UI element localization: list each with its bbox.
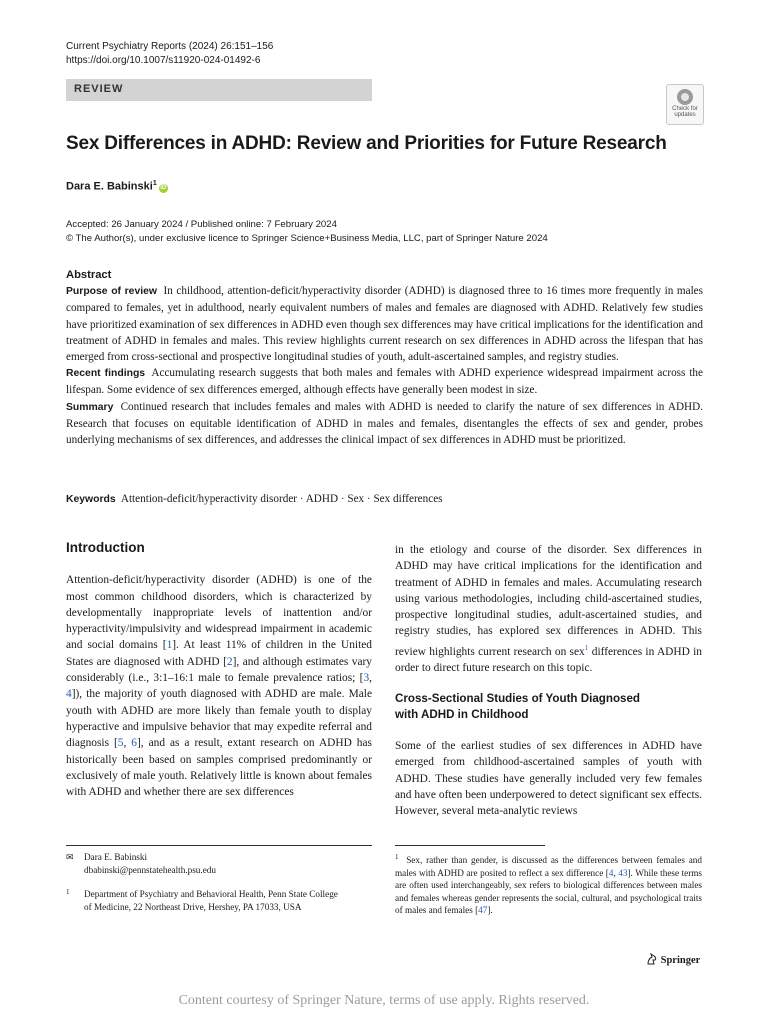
sex-footnote: $^1$ Sex, rather than gender, is discussed as the differences between females and males with ADHD are posited to reflect a sex difference [4, 43]. While these terms are often used interchangeably, sex refers to biological differences between males and females whereas gender represents the social, cultural, and psychological traits of males and females [47]. — [395, 853, 702, 916]
intro-paragraph: Attention-deficit/hyperactivity disorder (ADHD) is one of the most common childhood disorders, which is characterized by developmentally inappropriate levels of inattention and/or hyperactivity/impulsivity and widespread impairment in academic and social domains [1]. At least 11% of children in the United States are diagnosed with ADHD [2], and although estimates vary considerably (i.e., 3:1–16:1 male to female prevalence ratios; [3, 4]), the majority of youth diagnosed with ADHD are male. Male youth with ADHD are more likely than female youth to display hyperactive and impulsive behavior that may expedite referral and diagnosis [5, 6], and as a result, extant research on ADHD has historically been based on samples comprised predominantly or exclusively of male youth. Relatively little is known about females with ADHD and whether there are sex differences — [66, 574, 373, 799]
abstract-purpose — [66, 283, 703, 365]
cross-sectional-paragraph: Some of the earliest studies of sex differences in ADHD have emerged from childhood-ascertained samples of youth with ADHD. These studies have generally included very few females and have often been underpowered to detect significant sex effects. However, several meta-analytic reviews — [395, 740, 702, 818]
footnote-number: 1 — [395, 853, 399, 861]
findings-text: Accumulating research suggests that both males and females with ADHD experience widespread impairment across the lifespan. Some evidence of sex differences emerged, although effects have generally been modest in size. — [66, 367, 703, 397]
purpose-text: In childhood, attention-deficit/hyperactivity disorder (ADHD) is diagnosed three to 16 times more frequently in males compared to females, yet in adulthood, nearly equivalent numbers of males and females are diagnosed with ADHD. Relatively few studies have prioritized examination of sex differences in ADHD even though sex differences may have critical implications for the identification and treatment of ADHD in females and males. This review highlights current research on sex differences in ADHD across the lifespan that has emerged from cross-sectional and prospective longitudinal studies of youth, adult-ascertained samples, and registry studies. — [66, 285, 703, 364]
citation-link[interactable]: 3 — [363, 672, 370, 685]
purpose-label: Purpose of review — [66, 286, 157, 298]
keywords-label: Keywords — [66, 494, 116, 505]
author-line — [66, 180, 168, 193]
keywords-text: Attention-deficit/hyperactivity disorder · ADHD · Sex · Sex differences — [120, 493, 443, 505]
summary-text: Continued research that includes females and males with ADHD is needed to clarify the nature of sex differences in ADHD. Research that focuses on equitable identification of ADHD in males and females, disentangles the effects of sex and gender, probes underlying mechanisms of sex differences, and addresses the clinical impact of sex differences in ADHD must be prioritized. — [66, 400, 704, 447]
footnote-divider-left — [66, 845, 372, 846]
affiliation-number: 1 — [66, 888, 70, 897]
dates-line: Accepted: 26 January 2024 / Published online: 7 February 2024 — [66, 219, 337, 230]
orcid-icon[interactable]: iD — [160, 184, 167, 191]
citation-link[interactable]: 2 — [226, 655, 233, 668]
intro-paragraph-continued: in the etiology and course of the disorder. Sex differences in ADHD may have critical implications for the identification and treatment of ADHD in females and males. Accumulating research using various methodologies, including child-ascertained studies, prospective longitudinal studies, adult-ascertained studies, and registry studies, has explored sex differences in ADHD. This review highlights current research on sex$^1$ differences in ADHD in order to direct future research on this topic. — [395, 544, 702, 674]
contact-name: Dara E. Babinski — [84, 852, 148, 862]
check-for-updates-badge[interactable] — [666, 84, 704, 125]
left-column — [66, 540, 372, 800]
doi-link[interactable]: https://doi.org/10.1007/s11920-024-01492-6 — [66, 55, 261, 66]
check-updates-label: Check for updates — [672, 106, 698, 118]
introduction-heading: Introduction — [66, 540, 145, 555]
footnote-divider-right — [395, 845, 545, 846]
footnote-mark[interactable]: 1 — [584, 642, 589, 652]
courtesy-notice: Content courtesy of Springer Nature, terms of use apply. Rights reserved. — [178, 993, 590, 1008]
check-updates-icon — [677, 89, 693, 105]
keywords — [66, 493, 443, 505]
contact-block — [66, 851, 372, 913]
cross-sectional-subheading: Cross-Sectional Studies of Youth Diagnosed with ADHD in Childhood — [395, 692, 641, 722]
publisher-logo — [646, 953, 700, 966]
publisher-name: Springer — [660, 955, 701, 966]
citation-link[interactable]: 4 — [608, 867, 614, 878]
citation-link[interactable]: 43 — [618, 867, 628, 878]
section-label-band — [66, 79, 372, 101]
abstract — [66, 267, 703, 448]
author-affil-mark: 1 — [152, 180, 157, 187]
contact-email[interactable]: dbabinski@pennstatehealth.psu.edu — [84, 864, 216, 875]
envelope-icon: ✉ — [66, 852, 74, 862]
summary-label: Summary — [66, 401, 114, 413]
abstract-findings — [66, 365, 703, 398]
citation-link[interactable]: 6 — [131, 737, 137, 750]
journal-header — [66, 40, 273, 68]
citation-link[interactable]: 47 — [478, 905, 488, 916]
springer-horse-icon — [646, 953, 658, 965]
author-name[interactable]: Dara E. Babinski — [66, 180, 153, 193]
journal-citation: Current Psychiatry Reports (2024) 26:151–156 — [66, 41, 274, 52]
article-title: Sex Differences in ADHD: Review and Priorities for Future Research — [66, 133, 667, 154]
copyright-line: © The Author(s), under exclusive licence to Springer Science+Business Media, LLC, part of Springer Nature 2024 — [66, 233, 548, 244]
abstract-summary — [66, 399, 703, 449]
abstract-heading: Abstract — [66, 269, 112, 281]
section-label: REVIEW — [74, 83, 124, 95]
findings-label: Recent findings — [66, 368, 146, 380]
publication-dates — [66, 218, 548, 246]
affiliation-text: Department of Psychiatry and Behavioral Health, Penn State College of Medicine, 22 Northeast Drive, Hershey, PA 17033, USA — [84, 889, 338, 912]
right-column — [395, 542, 702, 820]
citation-link[interactable]: 5 — [117, 737, 124, 750]
citation-link[interactable]: 4 — [66, 688, 72, 701]
citation-link[interactable]: 1 — [166, 639, 173, 652]
